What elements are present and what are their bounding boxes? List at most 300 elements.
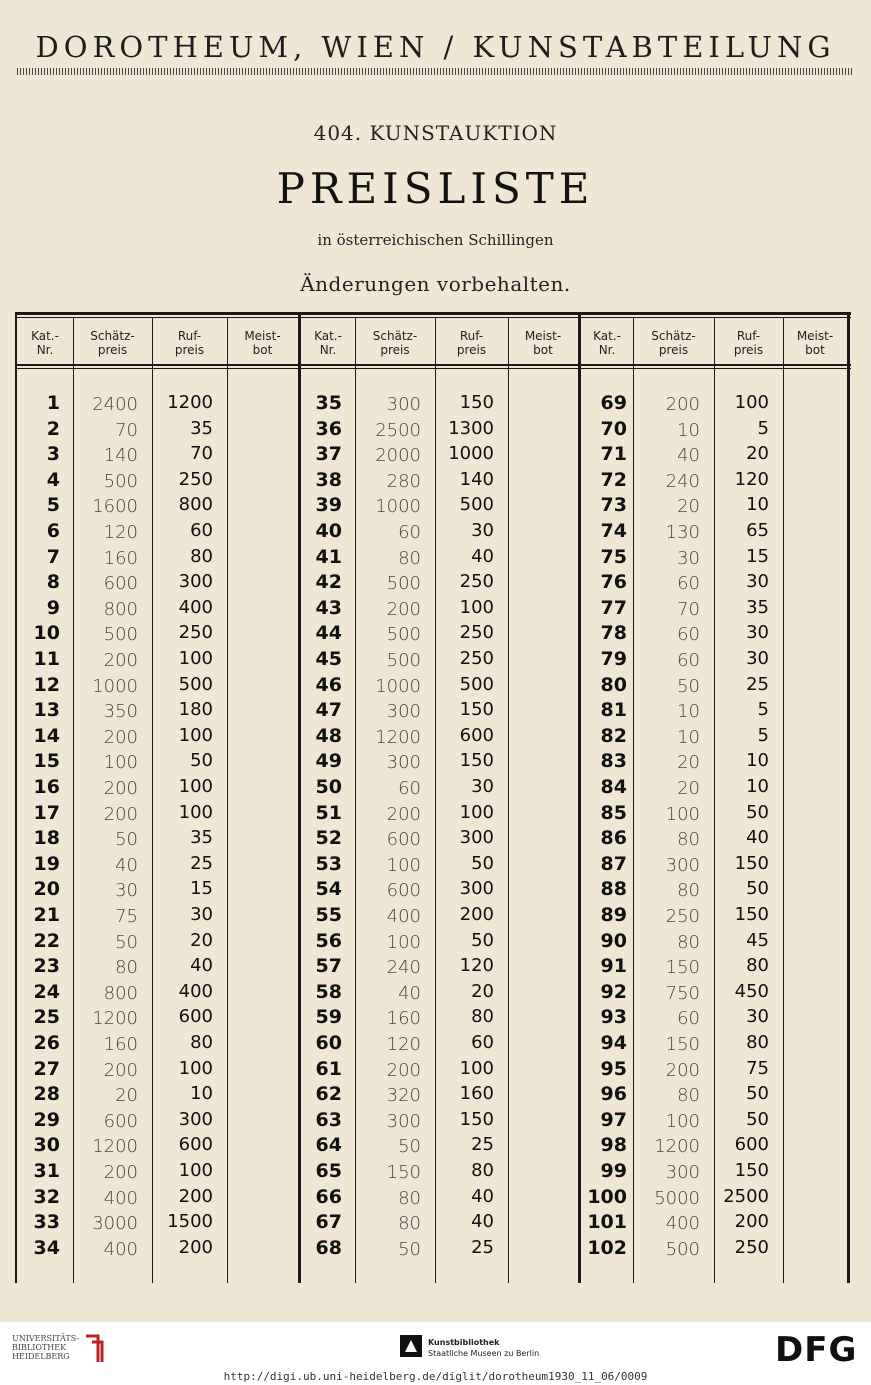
notice: Änderungen vorbehalten. bbox=[300, 272, 571, 296]
rufpreis: 50 bbox=[471, 853, 494, 874]
rufpreis: 1000 bbox=[448, 443, 494, 464]
kat-nr: 15 bbox=[33, 750, 60, 772]
header-text bbox=[90, 329, 135, 357]
rufpreis: 500 bbox=[178, 674, 213, 695]
rufpreis: 70 bbox=[190, 443, 213, 464]
schaetzpreis: 20 bbox=[677, 778, 700, 799]
schaetzpreis: 10 bbox=[677, 701, 700, 722]
rufpreis: 250 bbox=[459, 648, 494, 669]
column-header-kat bbox=[581, 323, 633, 363]
rufpreis: 50 bbox=[471, 930, 494, 951]
schaetzpreis: 500 bbox=[386, 624, 421, 645]
header-line: Ruf- bbox=[177, 329, 202, 343]
schaetzpreis: 350 bbox=[103, 701, 138, 722]
schaetzpreis: 80 bbox=[398, 548, 421, 569]
rufpreis: 160 bbox=[459, 1083, 494, 1104]
kat-nr: 93 bbox=[600, 1006, 627, 1028]
kb-line: Staatliche Museen zu Berlin bbox=[428, 1349, 540, 1358]
schaetzpreis: 500 bbox=[103, 471, 138, 492]
schaetzpreis: 100 bbox=[665, 804, 700, 825]
kat-nr: 51 bbox=[315, 802, 342, 824]
rufpreis: 2500 bbox=[723, 1186, 769, 1207]
rufpreis: 150 bbox=[459, 1109, 494, 1130]
rufpreis: 40 bbox=[746, 827, 769, 848]
schaetzpreis: 40 bbox=[115, 855, 138, 876]
schaetzpreis: 250 bbox=[665, 906, 700, 927]
schaetzpreis: 50 bbox=[115, 932, 138, 953]
rufpreis: 80 bbox=[746, 1032, 769, 1053]
schaetzpreis: 75 bbox=[115, 906, 138, 927]
kat-nr: 101 bbox=[587, 1211, 627, 1233]
rufpreis: 400 bbox=[178, 981, 213, 1002]
kat-nr: 3 bbox=[46, 443, 60, 465]
kat-nr: 96 bbox=[600, 1083, 627, 1105]
column-separator bbox=[783, 318, 784, 1283]
kat-nr: 83 bbox=[600, 750, 627, 772]
rufpreis: 100 bbox=[459, 597, 494, 618]
rufpreis: 25 bbox=[471, 1237, 494, 1258]
rufpreis: 10 bbox=[746, 776, 769, 797]
schaetzpreis: 320 bbox=[386, 1085, 421, 1106]
schaetzpreis: 300 bbox=[386, 701, 421, 722]
schaetzpreis: 140 bbox=[103, 445, 138, 466]
rufpreis: 65 bbox=[746, 520, 769, 541]
kat-nr: 70 bbox=[600, 418, 627, 440]
kat-nr: 17 bbox=[33, 802, 60, 824]
rufpreis: 400 bbox=[178, 597, 213, 618]
schaetzpreis: 100 bbox=[665, 1111, 700, 1132]
rufpreis: 25 bbox=[471, 1134, 494, 1155]
kat-nr: 54 bbox=[315, 878, 342, 900]
rufpreis: 50 bbox=[746, 878, 769, 899]
schaetzpreis: 5000 bbox=[654, 1188, 700, 1209]
kat-nr: 32 bbox=[33, 1186, 60, 1208]
rufpreis: 100 bbox=[178, 802, 213, 823]
schaetzpreis: 150 bbox=[665, 957, 700, 978]
schaetzpreis: 300 bbox=[386, 752, 421, 773]
rufpreis: 450 bbox=[734, 981, 769, 1002]
header-line: bot bbox=[533, 343, 553, 357]
kat-nr: 63 bbox=[315, 1109, 342, 1131]
header-line: bot bbox=[252, 343, 273, 357]
schaetzpreis: 200 bbox=[665, 394, 700, 415]
kat-nr: 50 bbox=[315, 776, 342, 798]
column-separator bbox=[152, 318, 153, 1283]
kat-nr: 20 bbox=[33, 878, 60, 900]
schaetzpreis: 200 bbox=[386, 1060, 421, 1081]
rufpreis: 300 bbox=[459, 878, 494, 899]
rufpreis: 120 bbox=[459, 955, 494, 976]
rufpreis: 40 bbox=[471, 1211, 494, 1232]
table-top-rule-thin bbox=[15, 317, 851, 318]
ub-heidelberg-text bbox=[12, 1334, 79, 1361]
rufpreis: 5 bbox=[757, 725, 769, 746]
column-header-meist bbox=[227, 323, 298, 363]
rufpreis: 5 bbox=[757, 418, 769, 439]
kat-nr: 75 bbox=[600, 546, 627, 568]
rufpreis: 800 bbox=[178, 494, 213, 515]
schaetzpreis: 80 bbox=[677, 829, 700, 850]
rufpreis: 250 bbox=[178, 469, 213, 490]
subtitle: in österreichischen Schillingen bbox=[317, 231, 554, 249]
schaetzpreis: 1000 bbox=[375, 676, 421, 697]
kat-nr: 97 bbox=[600, 1109, 627, 1131]
column-header-meist bbox=[508, 323, 578, 363]
header-text bbox=[734, 329, 763, 357]
masthead-rule bbox=[17, 68, 853, 75]
kat-nr: 72 bbox=[600, 469, 627, 491]
kat-nr: 41 bbox=[315, 546, 342, 568]
masthead: DOROTHEUM, WIEN / KUNSTABTEILUNG bbox=[35, 30, 836, 64]
column-header-schaetz bbox=[355, 323, 435, 363]
kat-nr: 69 bbox=[600, 392, 627, 414]
kat-nr: 13 bbox=[33, 699, 60, 721]
kat-nr: 23 bbox=[33, 955, 60, 977]
header-line: preis bbox=[97, 343, 128, 357]
kat-nr: 95 bbox=[600, 1058, 627, 1080]
schaetzpreis: 20 bbox=[677, 752, 700, 773]
header-line: Meist- bbox=[244, 329, 281, 343]
rufpreis: 50 bbox=[746, 802, 769, 823]
kat-nr: 16 bbox=[33, 776, 60, 798]
kat-nr: 71 bbox=[600, 443, 627, 465]
rufpreis: 60 bbox=[471, 1032, 494, 1053]
schaetzpreis: 300 bbox=[665, 1162, 700, 1183]
header-bottom-rule-thin bbox=[15, 368, 851, 369]
schaetzpreis: 40 bbox=[398, 983, 421, 1004]
kat-nr: 47 bbox=[315, 699, 342, 721]
header-line: preis bbox=[658, 343, 689, 357]
schaetzpreis: 60 bbox=[677, 624, 700, 645]
header-text bbox=[175, 329, 204, 357]
rufpreis: 100 bbox=[178, 648, 213, 669]
schaetzpreis: 160 bbox=[386, 1008, 421, 1029]
rufpreis: 1500 bbox=[167, 1211, 213, 1232]
rufpreis: 45 bbox=[746, 930, 769, 951]
rufpreis: 20 bbox=[190, 930, 213, 951]
kat-nr: 5 bbox=[46, 494, 60, 516]
schaetzpreis: 50 bbox=[398, 1239, 421, 1260]
kat-nr: 57 bbox=[315, 955, 342, 977]
kat-nr: 81 bbox=[600, 699, 627, 721]
column-header-ruf bbox=[714, 323, 783, 363]
schaetzpreis: 150 bbox=[665, 1034, 700, 1055]
kat-nr: 67 bbox=[315, 1211, 342, 1233]
schaetzpreis: 70 bbox=[115, 420, 138, 441]
header-text bbox=[314, 329, 342, 357]
schaetzpreis: 400 bbox=[386, 906, 421, 927]
schaetzpreis: 500 bbox=[103, 624, 138, 645]
schaetzpreis: 80 bbox=[677, 932, 700, 953]
schaetzpreis: 3000 bbox=[92, 1213, 138, 1234]
schaetzpreis: 600 bbox=[386, 880, 421, 901]
rufpreis: 150 bbox=[734, 904, 769, 925]
kat-nr: 26 bbox=[33, 1032, 60, 1054]
rufpreis: 15 bbox=[746, 546, 769, 567]
kat-nr: 31 bbox=[33, 1160, 60, 1182]
header-text bbox=[457, 329, 486, 357]
schaetzpreis: 20 bbox=[115, 1085, 138, 1106]
rufpreis: 30 bbox=[471, 520, 494, 541]
kat-nr: 99 bbox=[600, 1160, 627, 1182]
schaetzpreis: 600 bbox=[103, 1111, 138, 1132]
rufpreis: 50 bbox=[746, 1109, 769, 1130]
header-text bbox=[373, 329, 418, 357]
schaetzpreis: 200 bbox=[665, 1060, 700, 1081]
kat-nr: 82 bbox=[600, 725, 627, 747]
column-separator bbox=[633, 318, 634, 1283]
schaetzpreis: 1000 bbox=[375, 496, 421, 517]
schaetzpreis: 800 bbox=[103, 983, 138, 1004]
schaetzpreis: 200 bbox=[103, 1162, 138, 1183]
rufpreis: 10 bbox=[746, 750, 769, 771]
schaetzpreis: 80 bbox=[398, 1188, 421, 1209]
schaetzpreis: 60 bbox=[398, 778, 421, 799]
kat-nr: 44 bbox=[315, 622, 342, 644]
rufpreis: 1300 bbox=[448, 418, 494, 439]
kat-nr: 77 bbox=[600, 597, 627, 619]
column-separator bbox=[435, 318, 436, 1283]
kat-nr: 43 bbox=[315, 597, 342, 619]
kat-nr: 56 bbox=[315, 930, 342, 952]
rufpreis: 100 bbox=[178, 776, 213, 797]
kunstbibliothek-text bbox=[428, 1337, 539, 1359]
kat-nr: 36 bbox=[315, 418, 342, 440]
rufpreis: 20 bbox=[471, 981, 494, 1002]
kat-nr: 79 bbox=[600, 648, 627, 670]
kat-nr: 91 bbox=[600, 955, 627, 977]
kat-nr: 42 bbox=[315, 571, 342, 593]
schaetzpreis: 2500 bbox=[375, 420, 421, 441]
rufpreis: 1200 bbox=[167, 392, 213, 413]
rufpreis: 30 bbox=[746, 1006, 769, 1027]
rufpreis: 40 bbox=[190, 955, 213, 976]
kat-nr: 9 bbox=[46, 597, 60, 619]
rufpreis: 35 bbox=[746, 597, 769, 618]
column-header-kat bbox=[17, 323, 73, 363]
kat-nr: 78 bbox=[600, 622, 627, 644]
schaetzpreis: 400 bbox=[103, 1239, 138, 1260]
header-line: bot bbox=[805, 343, 825, 357]
schaetzpreis: 160 bbox=[103, 548, 138, 569]
kat-nr: 48 bbox=[315, 725, 342, 747]
kat-nr: 60 bbox=[315, 1032, 342, 1054]
column-header-ruf bbox=[435, 323, 508, 363]
kat-nr: 92 bbox=[600, 981, 627, 1003]
schaetzpreis: 30 bbox=[677, 548, 700, 569]
kat-nr: 18 bbox=[33, 827, 60, 849]
ub-line: BIBLIOTHEK bbox=[12, 1343, 67, 1352]
kat-nr: 100 bbox=[587, 1186, 627, 1208]
schaetzpreis: 200 bbox=[103, 804, 138, 825]
schaetzpreis: 120 bbox=[386, 1034, 421, 1055]
schaetzpreis: 200 bbox=[103, 727, 138, 748]
kat-nr: 59 bbox=[315, 1006, 342, 1028]
kat-nr: 46 bbox=[315, 674, 342, 696]
rufpreis: 30 bbox=[190, 904, 213, 925]
schaetzpreis: 300 bbox=[386, 394, 421, 415]
rufpreis: 10 bbox=[190, 1083, 213, 1104]
kat-nr: 84 bbox=[600, 776, 627, 798]
kat-nr: 30 bbox=[33, 1134, 60, 1156]
kat-nr: 64 bbox=[315, 1134, 342, 1156]
rufpreis: 80 bbox=[471, 1160, 494, 1181]
header-line: Kat.- bbox=[314, 329, 342, 343]
kat-nr: 27 bbox=[33, 1058, 60, 1080]
rufpreis: 150 bbox=[734, 853, 769, 874]
column-separator bbox=[508, 318, 509, 1283]
rufpreis: 150 bbox=[734, 1160, 769, 1181]
column-separator bbox=[73, 318, 74, 1283]
rufpreis: 100 bbox=[459, 1058, 494, 1079]
auction-title: 404. KUNSTAUKTION bbox=[313, 121, 558, 145]
kat-nr: 2 bbox=[46, 418, 60, 440]
rufpreis: 80 bbox=[190, 546, 213, 567]
rufpreis: 500 bbox=[459, 674, 494, 695]
kat-nr: 10 bbox=[33, 622, 60, 644]
schaetzpreis: 500 bbox=[665, 1239, 700, 1260]
rufpreis: 300 bbox=[459, 827, 494, 848]
rufpreis: 100 bbox=[178, 1058, 213, 1079]
column-header-schaetz bbox=[633, 323, 714, 363]
kat-nr: 1 bbox=[46, 392, 60, 414]
schaetzpreis: 200 bbox=[103, 778, 138, 799]
schaetzpreis: 80 bbox=[677, 1085, 700, 1106]
rufpreis: 100 bbox=[459, 802, 494, 823]
rufpreis: 30 bbox=[746, 648, 769, 669]
header-text bbox=[797, 329, 833, 357]
schaetzpreis: 400 bbox=[103, 1188, 138, 1209]
rufpreis: 140 bbox=[459, 469, 494, 490]
column-header-ruf bbox=[152, 323, 227, 363]
kat-nr: 73 bbox=[600, 494, 627, 516]
schaetzpreis: 2000 bbox=[375, 445, 421, 466]
schaetzpreis: 2400 bbox=[92, 394, 138, 415]
schaetzpreis: 120 bbox=[103, 522, 138, 543]
schaetzpreis: 50 bbox=[115, 829, 138, 850]
header-line: preis bbox=[380, 343, 410, 357]
kat-nr: 21 bbox=[33, 904, 60, 926]
rufpreis: 100 bbox=[178, 725, 213, 746]
rufpreis: 80 bbox=[471, 1006, 494, 1027]
rufpreis: 250 bbox=[734, 1237, 769, 1258]
rufpreis: 80 bbox=[190, 1032, 213, 1053]
schaetzpreis: 1200 bbox=[92, 1008, 138, 1029]
rufpreis: 200 bbox=[178, 1186, 213, 1207]
rufpreis: 35 bbox=[190, 418, 213, 439]
header-line: Nr. bbox=[598, 343, 616, 357]
rufpreis: 200 bbox=[459, 904, 494, 925]
kat-nr: 61 bbox=[315, 1058, 342, 1080]
kat-nr: 22 bbox=[33, 930, 60, 952]
rufpreis: 600 bbox=[178, 1134, 213, 1155]
rufpreis: 40 bbox=[471, 546, 494, 567]
kat-nr: 37 bbox=[315, 443, 342, 465]
header-line: Schätz- bbox=[90, 329, 135, 343]
rufpreis: 100 bbox=[734, 392, 769, 413]
schaetzpreis: 10 bbox=[677, 727, 700, 748]
schaetzpreis: 80 bbox=[677, 880, 700, 901]
header-line: Nr. bbox=[36, 343, 54, 357]
schaetzpreis: 600 bbox=[386, 829, 421, 850]
rufpreis: 100 bbox=[178, 1160, 213, 1181]
schaetzpreis: 80 bbox=[115, 957, 138, 978]
schaetzpreis: 280 bbox=[386, 471, 421, 492]
kat-nr: 34 bbox=[33, 1237, 60, 1259]
kat-nr: 98 bbox=[600, 1134, 627, 1156]
schaetzpreis: 20 bbox=[677, 496, 700, 517]
rufpreis: 180 bbox=[178, 699, 213, 720]
kat-nr: 55 bbox=[315, 904, 342, 926]
kat-nr: 87 bbox=[600, 853, 627, 875]
kat-nr: 28 bbox=[33, 1083, 60, 1105]
rufpreis: 300 bbox=[178, 1109, 213, 1130]
kat-nr: 74 bbox=[600, 520, 627, 542]
ub-line: UNIVERSITÄTS- bbox=[12, 1334, 80, 1343]
kat-nr: 58 bbox=[315, 981, 342, 1003]
rufpreis: 75 bbox=[746, 1058, 769, 1079]
header-bottom-rule bbox=[15, 364, 851, 366]
header-line: preis bbox=[174, 343, 205, 357]
kat-nr: 25 bbox=[33, 1006, 60, 1028]
rufpreis: 600 bbox=[459, 725, 494, 746]
schaetzpreis: 1200 bbox=[375, 727, 421, 748]
schaetzpreis: 200 bbox=[386, 599, 421, 620]
rufpreis: 250 bbox=[459, 571, 494, 592]
kat-nr: 65 bbox=[315, 1160, 342, 1182]
column-separator bbox=[355, 318, 356, 1283]
kat-nr: 24 bbox=[33, 981, 60, 1003]
kat-nr: 88 bbox=[600, 878, 627, 900]
kunstbibliothek-logo-icon bbox=[400, 1335, 422, 1357]
schaetzpreis: 240 bbox=[665, 471, 700, 492]
rufpreis: 25 bbox=[190, 853, 213, 874]
schaetzpreis: 60 bbox=[677, 573, 700, 594]
rufpreis: 200 bbox=[734, 1211, 769, 1232]
column-header-kat bbox=[301, 323, 355, 363]
rufpreis: 50 bbox=[746, 1083, 769, 1104]
kat-nr: 11 bbox=[33, 648, 60, 670]
schaetzpreis: 750 bbox=[665, 983, 700, 1004]
header-line: Meist- bbox=[796, 329, 834, 343]
kat-nr: 19 bbox=[33, 853, 60, 875]
schaetzpreis: 40 bbox=[677, 445, 700, 466]
header-line: Nr. bbox=[319, 343, 337, 357]
header-line: Schätz- bbox=[372, 329, 418, 343]
rufpreis: 30 bbox=[471, 776, 494, 797]
schaetzpreis: 1000 bbox=[92, 676, 138, 697]
header-line: Ruf- bbox=[736, 329, 761, 343]
rufpreis: 150 bbox=[459, 392, 494, 413]
kat-nr: 40 bbox=[315, 520, 342, 542]
schaetzpreis: 60 bbox=[398, 522, 421, 543]
kat-nr: 62 bbox=[315, 1083, 342, 1105]
schaetzpreis: 300 bbox=[386, 1111, 421, 1132]
kat-nr: 6 bbox=[46, 520, 60, 542]
header-text bbox=[593, 329, 621, 357]
kat-nr: 35 bbox=[315, 392, 342, 414]
rufpreis: 15 bbox=[190, 878, 213, 899]
schaetzpreis: 1200 bbox=[92, 1136, 138, 1157]
schaetzpreis: 500 bbox=[386, 573, 421, 594]
rufpreis: 20 bbox=[746, 443, 769, 464]
rufpreis: 60 bbox=[190, 520, 213, 541]
source-url[interactable]: http://digi.ub.uni-heidelberg.de/diglit/dorotheum1930_11_06/0009 bbox=[223, 1370, 648, 1383]
rufpreis: 250 bbox=[178, 622, 213, 643]
kat-nr: 33 bbox=[33, 1211, 60, 1233]
schaetzpreis: 300 bbox=[665, 855, 700, 876]
schaetzpreis: 80 bbox=[398, 1213, 421, 1234]
